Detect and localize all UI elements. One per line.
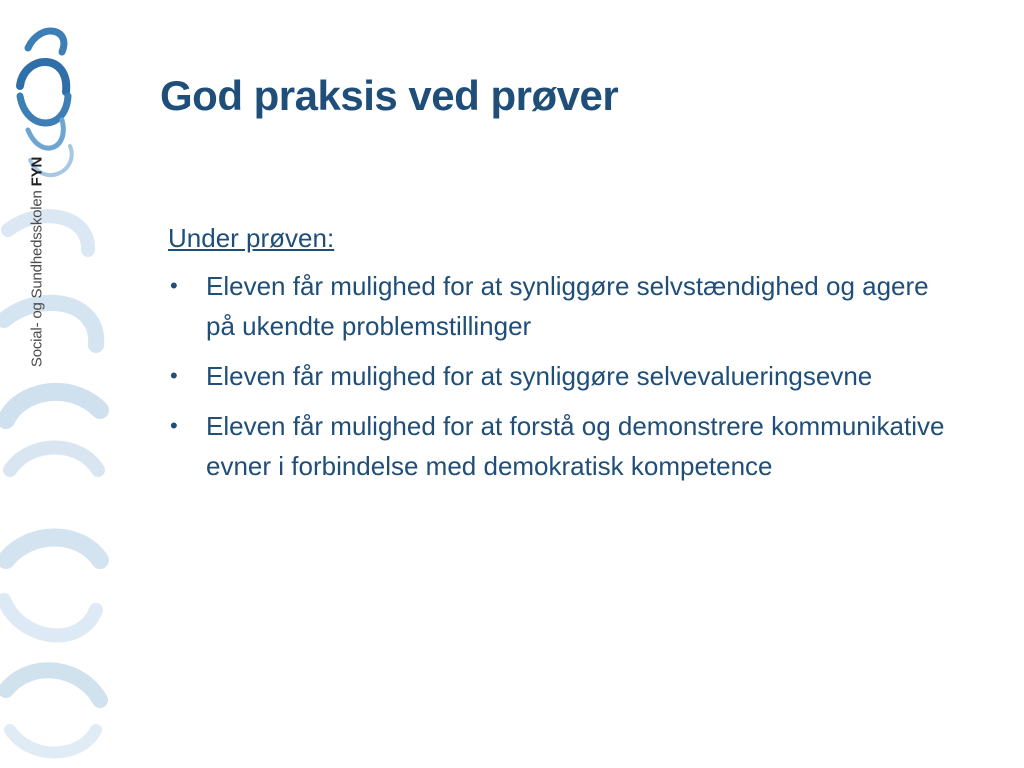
bullet-list <box>168 266 958 486</box>
logo-text: Social- og Sundhedsskolen <box>28 190 46 368</box>
bullet-text: Eleven får mulighed for at forstå og demonstrere kommunikative evner i forbindelse med demokratisk kompetence <box>206 411 945 481</box>
decorative-rings <box>0 0 110 768</box>
bullet-text: Eleven får mulighed for at synliggøre selvevalueringsevne <box>206 361 873 391</box>
slide-body <box>168 218 958 496</box>
bullet-text: Eleven får mulighed for at synliggøre selvstændighed og agere på ukendte problemstillinger <box>206 271 929 341</box>
list-item <box>168 406 958 486</box>
bullet-icon: • <box>170 413 178 438</box>
logo <box>29 157 46 367</box>
list-item <box>168 266 958 346</box>
list-item <box>168 356 958 396</box>
logo-text-bold: FYN <box>28 156 46 187</box>
slide-title: God praksis ved prøver <box>160 72 619 119</box>
bullet-icon: • <box>170 363 178 388</box>
subheading: Under prøven: <box>168 223 335 253</box>
bullet-icon: • <box>170 273 178 298</box>
